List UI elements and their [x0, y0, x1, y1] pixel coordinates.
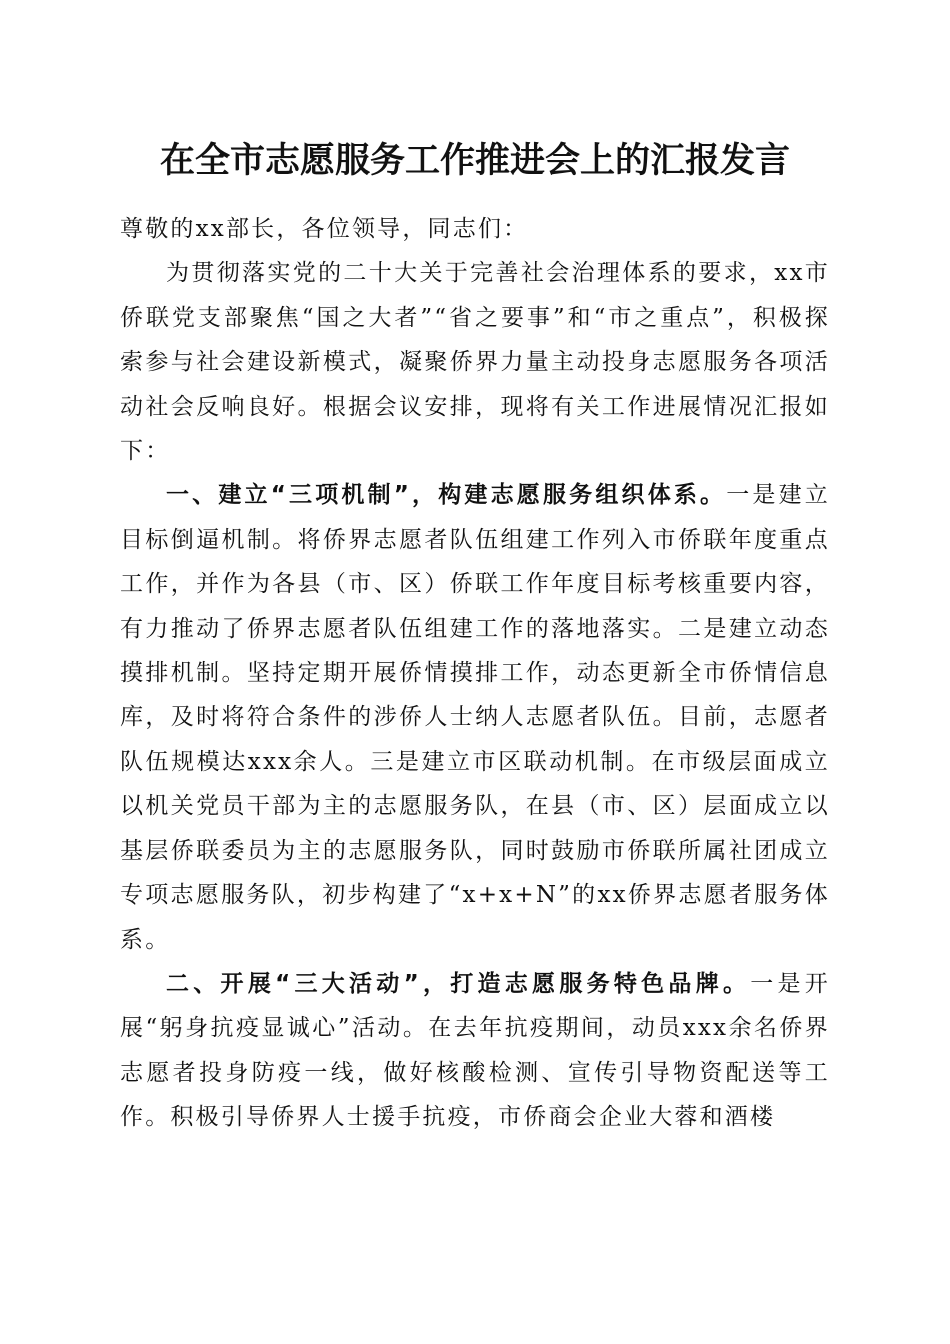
section-heading-1: 一、建立“三项机制”，构建志愿服务组织体系。: [166, 482, 727, 509]
section-text-1: 一是建立目标倒逼机制。将侨界志愿者队伍组建工作列入市侨联年度重点工作，并作为各县（市、区）侨联工作年度目标考核重要内容，有力推动了侨界志愿者队伍组建工作的落地落实。二是建立动态摸排机制。坚持定期开展侨情摸排工作，动态更新全市侨情信息库，及时将符合条件的涉侨人士纳人志愿者队伍。目前，志愿者队伍规模达xxx余人。三是建立市区联动机制。在市级层面成立以机关党员干部为主的志愿服务队，在县（市、区）层面成立以基层侨联委员为主的志愿服务队，同时鼓励市侨联所属社团成立专项志愿服务队，初步构建了“x+x+N”的xx侨界志愿者服务体系。: [120, 482, 830, 953]
salutation: 尊敬的xx部长，各位领导，同志们：: [120, 216, 529, 242]
document-title: 在全市志愿服务工作推进会上的汇报发言: [159, 140, 790, 181]
section-text-2: 一是开展“躬身抗疫显诚心”活动。在去年抗疫期间，动员xxx余名侨界志愿者投身防疫一线，做好核酸检测、宣传引导物资配送等工作。积极引导侨界人士援手抗疫，市侨商会企业大蓉和酒楼: [120, 970, 830, 1131]
section-paragraph-2: [120, 962, 830, 1140]
section-heading-2: 二、开展“三大活动”，打造志愿服务特色品牌。: [166, 970, 751, 997]
section-paragraph-1: [120, 473, 830, 961]
intro-paragraph: 为贯彻落实党的二十大关于完善社会治理体系的要求，xx市侨联党支部聚焦“国之大者”“省之要事”和“市之重点”，积极探索参与社会建设新模式，凝聚侨界力量主动投身志愿服务各项活动社会反响良好。根据会议安排，现将有关工作进展情况汇报如下：: [120, 260, 830, 465]
document-body: [120, 207, 830, 1140]
